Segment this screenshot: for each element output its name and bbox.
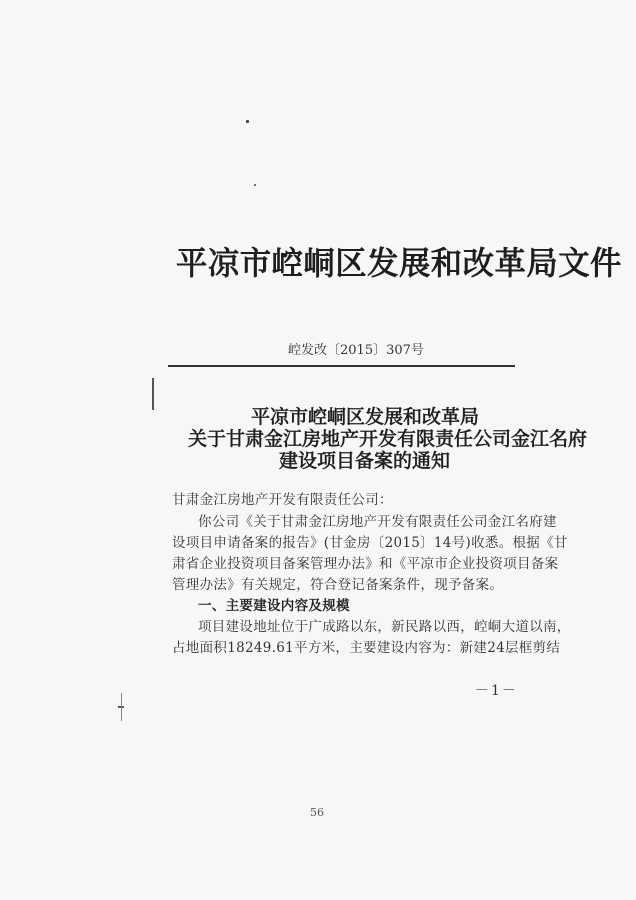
paragraph-line: 管理办法》有关规定，符合登记备案条件，现予备案。 <box>172 577 504 593</box>
notice-title-line: 关于甘肃金江房地产开发有限责任公司金江名府 <box>188 428 588 450</box>
header-divider <box>168 365 515 367</box>
paragraph-line: 肃省企业投资项目备案管理办法》和《平凉市企业投资项目备案 <box>172 556 559 572</box>
scan-speck <box>246 120 249 123</box>
section-heading: 一、主要建设内容及规模 <box>198 598 350 614</box>
inner-page-number: －1－ <box>475 683 518 699</box>
scan-speck <box>254 184 256 186</box>
paragraph-line: 占地面积18249.61平方米，主要建设内容为：新建24层框剪结 <box>172 640 561 656</box>
margin-mark <box>152 378 154 410</box>
document-header-title: 平凉市崆峒区发展和改革局文件 <box>176 244 622 282</box>
paragraph-line: 设项目申请备案的报告》(甘金房〔2015〕14号)收悉。根据《甘 <box>172 535 568 551</box>
document-number: 崆发改〔2015〕307号 <box>288 343 424 358</box>
notice-title-line: 平凉市崆峒区发展和改革局 <box>251 406 480 428</box>
paragraph-line: 你公司《关于甘肃金江房地产开发有限责任公司金江名府建 <box>198 514 557 530</box>
scan-page-number: 56 <box>310 806 324 819</box>
salutation: 甘肃金江房地产开发有限责任公司： <box>172 492 393 508</box>
margin-mark <box>121 693 122 721</box>
notice-title-line: 建设项目备案的通知 <box>279 450 451 472</box>
paragraph-line: 项目建设地址位于广成路以东，新民路以西，崆峒大道以南， <box>198 619 571 635</box>
